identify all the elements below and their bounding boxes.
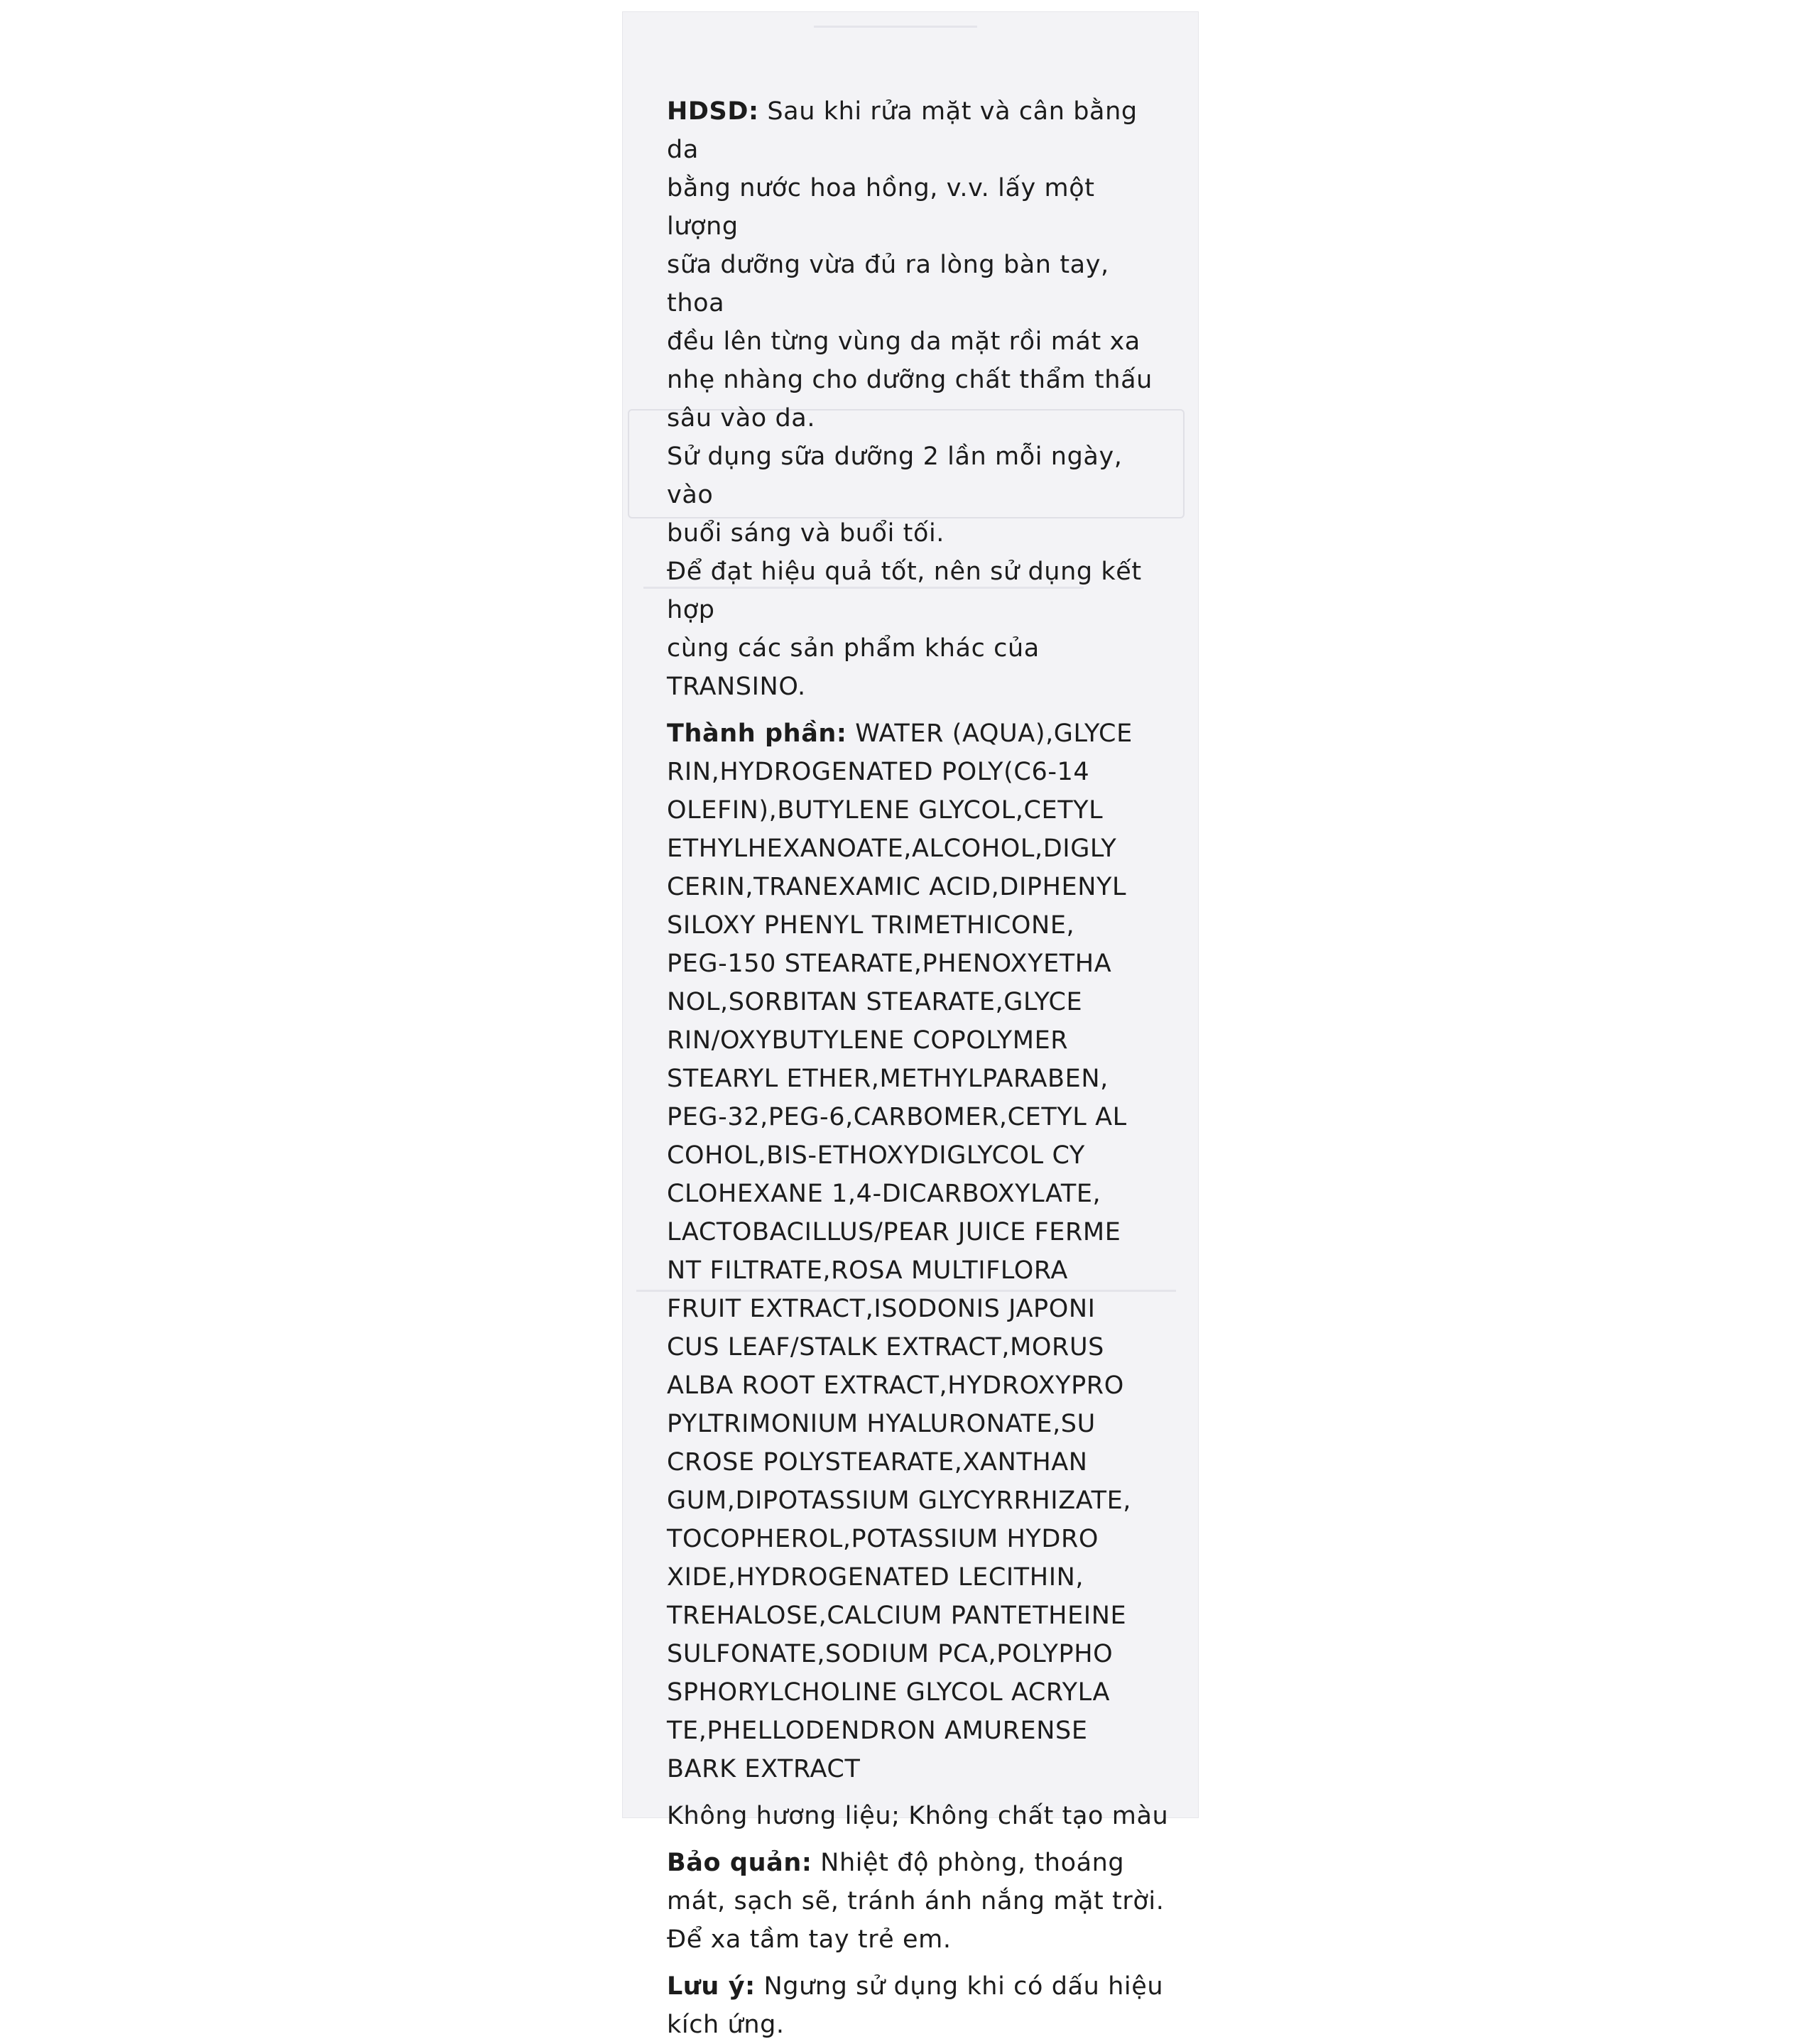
ingredients-line: OLEFIN),BUTYLENE GLYCOL,CETYL bbox=[667, 796, 1104, 825]
ingredients-line: GUM,DIPOTASSIUM GLYCYRRHIZATE, bbox=[667, 1486, 1132, 1515]
ingredients-line: CROSE POLYSTEARATE,XANTHAN bbox=[667, 1448, 1088, 1477]
ingredients-line bbox=[667, 714, 1171, 753]
ingredients-line: SPHORYLCHOLINE GLYCOL ACRYLA bbox=[667, 1678, 1111, 1707]
ingredients-text: WATER (AQUA),GLYCE bbox=[855, 719, 1133, 748]
caution-text-line: kích ứng. bbox=[667, 2011, 785, 2039]
ingredients-line: CLOHEXANE 1,4-DICARBOXYLATE, bbox=[667, 1180, 1101, 1208]
usage-section bbox=[667, 92, 1171, 706]
storage-label: Bảo quản: bbox=[667, 1849, 812, 1877]
caution-label: Lưu ý: bbox=[667, 1972, 756, 2001]
ingredients-line: ALBA ROOT EXTRACT,HYDROXYPRO bbox=[667, 1371, 1124, 1400]
ingredients-line: NOL,SORBITAN STEARATE,GLYCE bbox=[667, 988, 1083, 1016]
storage-section bbox=[667, 1844, 1171, 1959]
label-text-block bbox=[667, 92, 1171, 2044]
usage-frequency-line: Sử dụng sữa dưỡng 2 lần mỗi ngày, vào bbox=[667, 442, 1123, 509]
caution-text-line: Ngưng sử dụng khi có dấu hiệu bbox=[763, 1972, 1164, 2001]
usage-tip-line: cùng các sản phẩm khác của TRANSINO. bbox=[667, 634, 1040, 701]
ingredients-line: RIN/OXYBUTYLENE COPOLYMER bbox=[667, 1026, 1069, 1055]
usage-text-line: sữa dưỡng vừa đủ ra lòng bàn tay, thoa bbox=[667, 251, 1109, 317]
ingredients-line: PYLTRIMONIUM HYALURONATE,SU bbox=[667, 1410, 1096, 1438]
usage-frequency-line: buổi sáng và buổi tối. bbox=[667, 519, 945, 548]
product-label-panel bbox=[622, 11, 1199, 2039]
ingredients-line: STEARYL ETHER,METHYLPARABEN, bbox=[667, 1065, 1109, 1093]
ingredients-line: CERIN,TRANEXAMIC ACID,DIPHENYL bbox=[667, 873, 1127, 901]
ingredients-line: TOCOPHEROL,POTASSIUM HYDRO bbox=[667, 1525, 1099, 1553]
usage-tip-line: Để đạt hiệu quả tốt, nên sử dụng kết hợp bbox=[667, 558, 1142, 624]
ingredients-line: ETHYLHEXANOATE,ALCOHOL,DIGLY bbox=[667, 835, 1117, 863]
show-through-mark bbox=[814, 26, 977, 28]
ingredients-line: BARK EXTRACT bbox=[667, 1755, 861, 1783]
storage-text-line: mát, sạch sẽ, tránh ánh nắng mặt trời. bbox=[667, 1887, 1165, 1915]
usage-text-line: sâu vào da. bbox=[667, 404, 816, 433]
ingredients-section bbox=[667, 714, 1171, 1788]
usage-label: HDSD: bbox=[667, 97, 759, 126]
ingredients-line: RIN,HYDROGENATED POLY(C6-14 bbox=[667, 758, 1090, 786]
ingredients-line: TREHALOSE,CALCIUM PANTETHEINE bbox=[667, 1602, 1127, 1630]
storage-text-line: Để xa tầm tay trẻ em. bbox=[667, 1925, 952, 1954]
ingredients-line: LACTOBACILLUS/PEAR JUICE FERME bbox=[667, 1218, 1121, 1246]
ingredients-line: NT FILTRATE,ROSA MULTIFLORA bbox=[667, 1256, 1068, 1285]
ingredients-label: Thành phần: bbox=[667, 719, 847, 748]
ingredients-line: TE,PHELLODENDRON AMURENSE bbox=[667, 1717, 1088, 1745]
free-from-note: Không hương liệu; Không chất tạo màu bbox=[667, 1802, 1169, 1830]
ingredients-line: COHOL,BIS-ETHOXYDIGLYCOL CY bbox=[667, 1141, 1085, 1170]
usage-text-line: Sau khi rửa mặt và cân bằng da bbox=[667, 97, 1138, 164]
ingredients-line: SULFONATE,SODIUM PCA,POLYPHO bbox=[667, 1640, 1114, 1668]
usage-text-line: đều lên từng vùng da mặt rồi mát xa bbox=[667, 327, 1141, 356]
usage-text-line: nhẹ nhàng cho dưỡng chất thẩm thấu bbox=[667, 366, 1153, 394]
ingredients-line: CUS LEAF/STALK EXTRACT,MORUS bbox=[667, 1333, 1105, 1361]
storage-text-line: Nhiệt độ phòng, thoáng bbox=[820, 1849, 1125, 1877]
ingredients-line: XIDE,HYDROGENATED LECITHIN, bbox=[667, 1563, 1084, 1592]
ingredients-line: PEG-150 STEARATE,PHENOXYETHA bbox=[667, 950, 1112, 978]
ingredients-line: PEG-32,PEG-6,CARBOMER,CETYL AL bbox=[667, 1103, 1127, 1131]
ingredients-line: FRUIT EXTRACT,ISODONIS JAPONI bbox=[667, 1295, 1096, 1323]
ingredients-line: SILOXY PHENYL TRIMETHICONE, bbox=[667, 911, 1075, 940]
usage-text-line: bằng nước hoa hồng, v.v. lấy một lượng bbox=[667, 174, 1095, 241]
caution-section bbox=[667, 1967, 1171, 2044]
